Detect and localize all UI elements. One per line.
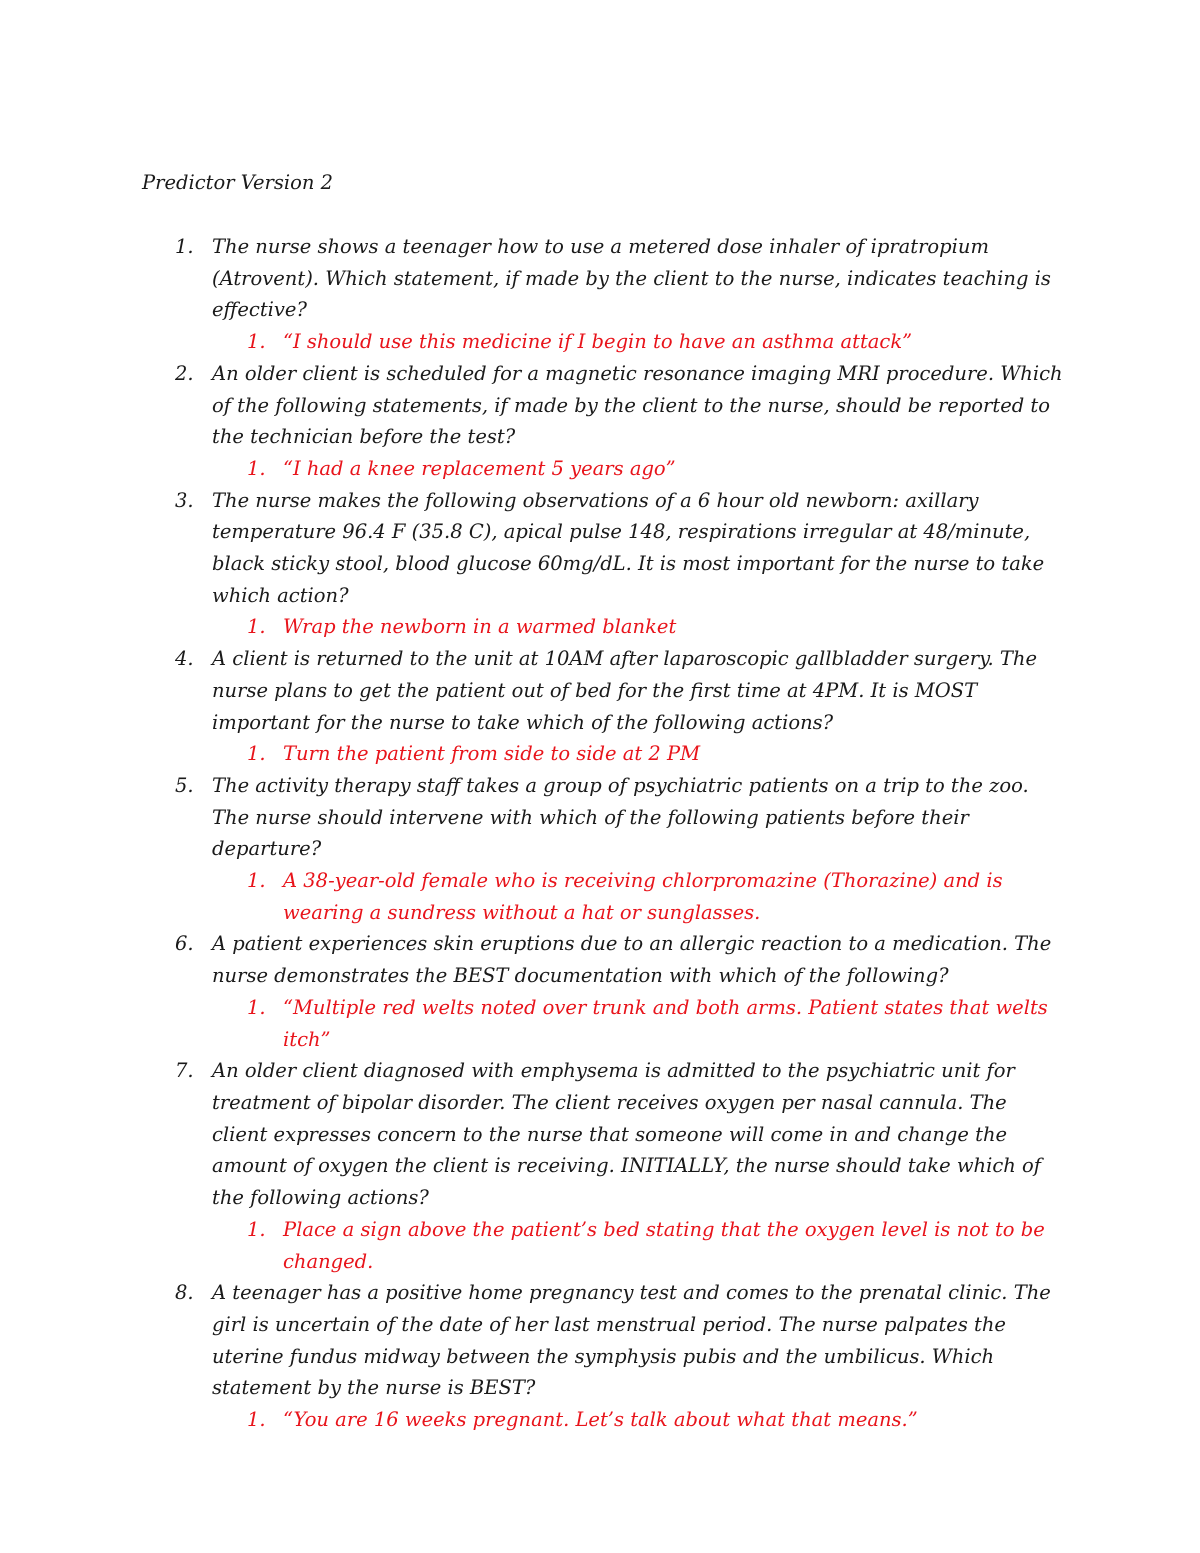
question-number: 3. [175, 488, 194, 512]
answer-number: 1. [247, 742, 266, 766]
answer-number: 1. [247, 869, 266, 893]
question-number: 5. [175, 773, 194, 797]
answer [142, 1214, 1067, 1277]
answer-text: Turn the patient from side to side at 2 PM [283, 742, 701, 766]
question-item [142, 770, 1067, 929]
question-number: 6. [175, 932, 194, 956]
answer-number: 1. [247, 1408, 266, 1432]
question-text: The nurse makes the following observations of a 6 hour old newborn: axillary temperature 96.4 F (35.8 C), apical pulse 148, respirations irregular at 48/minute, black sticky stool, blood glucose 60mg/dL. It is most important for the nurse to take which action? [212, 488, 1045, 607]
answer [142, 326, 1067, 358]
question-number: 1. [175, 235, 194, 258]
answer-text: “I had a knee replacement 5 years ago” [283, 456, 676, 480]
question-number: 2. [175, 361, 194, 385]
question-text: An older client diagnosed with emphysema is admitted to the psychiatric unit for treatment of bipolar disorder. The client receives oxygen per nasal cannula. The client expresses concern to the nurse that someone will come in and change the amount of oxygen the client is receiving. INITIALLY, the nurse should take which of the following actions? [212, 1059, 1041, 1210]
question [142, 1055, 1067, 1277]
question-item [142, 358, 1067, 485]
question-text: A client is returned to the unit at 10AM after laparoscopic gallbladder surgery. The nurse plans to get the patient out of bed for the first time at 4PM. It is MOST important for the nurse to take which of the following actions? [212, 647, 1038, 734]
question [142, 928, 1067, 1055]
answer [142, 453, 1067, 485]
answer-number: 1. [247, 330, 266, 354]
answer [142, 992, 1067, 1055]
question-item [142, 1277, 1067, 1436]
answer [142, 865, 1067, 928]
answer-text: Wrap the newborn in a warmed blanket [283, 615, 677, 639]
question [142, 1277, 1067, 1436]
question-text: A teenager has a positive home pregnancy test and comes to the prenatal clinic. The girl is uncertain of the date of her last menstrual period. The nurse palpates the uterine fundus midway between the symphysis pubis and the umbilicus. Which statement by the nurse is BEST? [212, 1281, 1051, 1400]
question-text: A patient experiences skin eruptions due to an allergic reaction to a medication. The nurse demonstrates the BEST documentation with which of the following? [212, 932, 1052, 988]
question [142, 643, 1067, 770]
question-text: The nurse shows a teenager how to use a metered dose inhaler of ipratropium (Atrovent). Which statement, if made by the client to the nurse, indicates teaching is effective? [212, 235, 1051, 322]
answer [142, 611, 1067, 643]
answer-number: 1. [247, 615, 266, 639]
question-list [142, 231, 1067, 1436]
question-text: The activity therapy staff takes a group of psychiatric patients on a trip to the zoo. The nurse should intervene with which of the following patients before their departure? [212, 773, 1029, 861]
answer [142, 1404, 1067, 1436]
question-number: 4. [175, 647, 194, 671]
question [142, 770, 1067, 929]
question-text: An older client is scheduled for a magnetic resonance imaging MRI procedure. Which of the following statements, if made by the client to the nurse, should be reported to the technician before the test? [212, 361, 1063, 449]
question-item [142, 643, 1067, 770]
question-number: 7. [175, 1059, 194, 1083]
question [142, 358, 1067, 485]
answer-text: Place a sign above the patient’s bed stating that the oxygen level is not to be changed. [283, 1217, 1045, 1273]
answer-text: A 38-year-old female who is receiving chlorpromazine (Thorazine) and is wearing a sundress without a hat or sunglasses. [283, 869, 1003, 924]
question-item [142, 231, 1067, 358]
answer-number: 1. [247, 456, 266, 480]
question-item [142, 1055, 1067, 1277]
answer-number: 1. [247, 1217, 266, 1241]
answer-text: “You are 16 weeks pregnant. Let’s talk about what that means.” [283, 1408, 918, 1432]
answer [142, 738, 1067, 770]
question [142, 485, 1067, 644]
answer-text: “Multiple red welts noted over trunk and both arms. Patient states that welts itch” [283, 995, 1048, 1051]
document-title: Predictor Version 2 [142, 171, 334, 194]
answer-text: “I should use this medicine if I begin to have an asthma attack” [283, 330, 913, 354]
answer-number: 1. [247, 995, 266, 1019]
document-content [142, 166, 1067, 1436]
question-item [142, 485, 1067, 644]
question-item [142, 928, 1067, 1055]
question-number: 8. [175, 1281, 194, 1305]
question [142, 231, 1067, 358]
